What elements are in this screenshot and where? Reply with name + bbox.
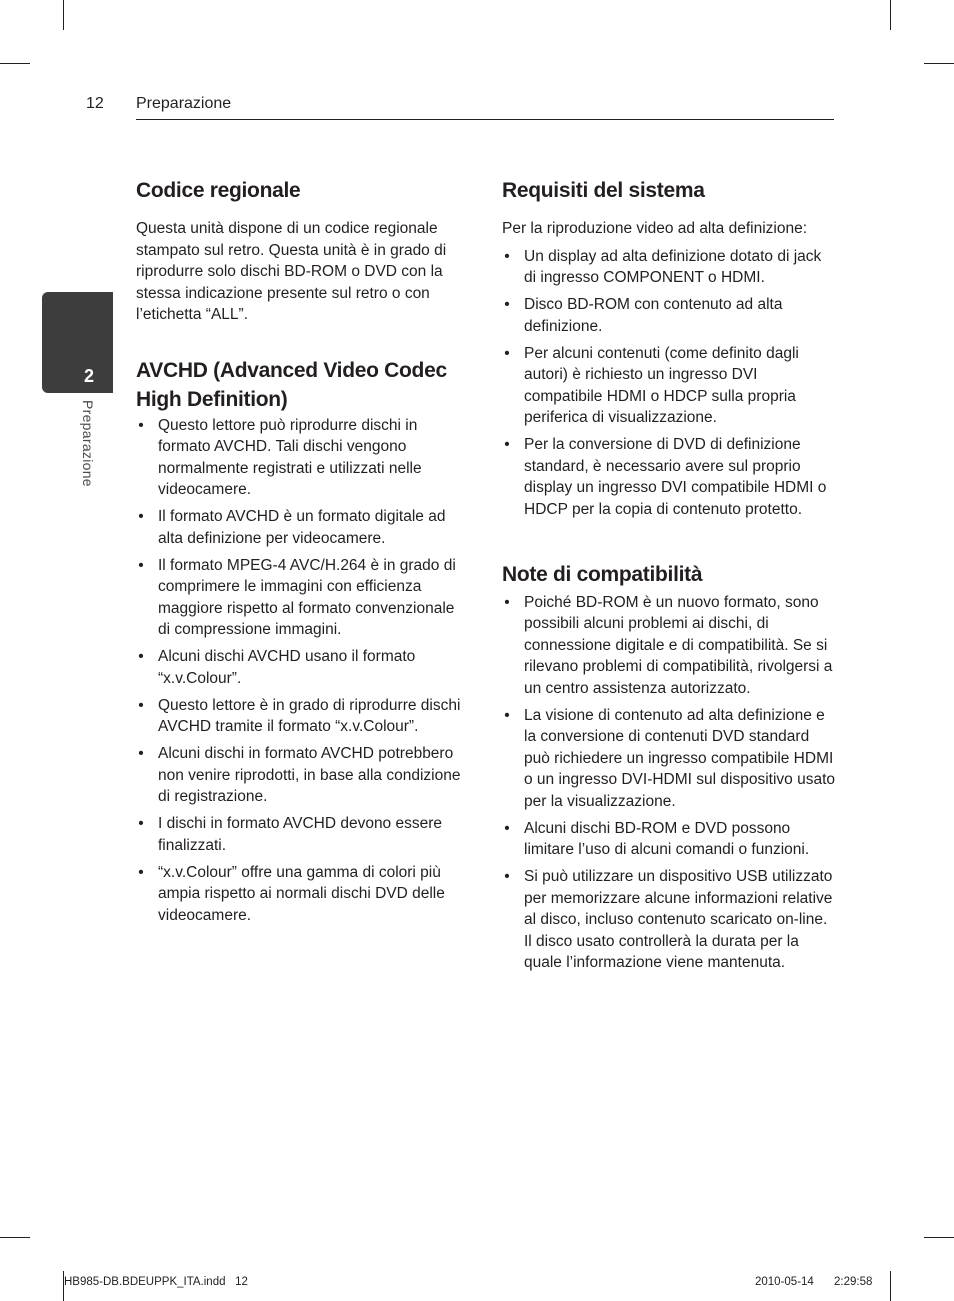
list-item-text: “x.v.Colour” offre una gamma di colori più ampia rispetto ai normali dischi DVD delle videocamere. (158, 863, 445, 924)
list-item-text: Per la conversione di DVD di definizione standard, è necessario avere sul proprio display un ingresso DVI compatibile HDMI o HDCP per la copia di contenuto protetto. (524, 436, 827, 518)
section-title-avchd: AVCHD (Advanced Video Codec High Definition) (136, 358, 447, 411)
list-item (502, 705, 836, 813)
running-header: Preparazione (136, 95, 232, 112)
bullet-icon: • (504, 296, 510, 313)
list-item (502, 343, 836, 429)
bullet-icon: • (138, 416, 144, 434)
footer-filename: HB985-DB.BDEUPPK_ITA.indd 12 (64, 1276, 248, 1288)
bullet-icon: • (504, 344, 510, 362)
bullet-icon: • (138, 648, 144, 665)
left-column (136, 176, 470, 932)
bullet-icon: • (504, 436, 510, 453)
avchd-list (136, 415, 470, 927)
footer-time: 2:29:58 (834, 1276, 873, 1288)
note-list (502, 592, 836, 974)
list-item (502, 434, 836, 520)
footer-date: 2010-05-14 (755, 1276, 814, 1288)
crop-mark (890, 1271, 891, 1301)
list-item (502, 592, 836, 700)
bullet-icon: • (138, 863, 144, 881)
list-item (136, 506, 470, 549)
list-item-text: Per alcuni contenuti (come definito dagli autori) è richiesto un ingresso DVI compatibile HDMI o HDCP sulla propria periferica di visualizzazione. (524, 344, 799, 426)
crop-mark (890, 0, 891, 30)
list-item (136, 555, 470, 641)
requisiti-list (502, 246, 836, 521)
header-rule (136, 119, 834, 120)
list-item (136, 813, 470, 856)
list-item-text: La visione di contenuto ad alta definizione e la conversione di contenuti DVD standard può richiedere un ingresso compatibile HDMI o un ingresso DVI-HDMI sul dispositivo usato per la visualizzazione. (524, 706, 835, 810)
section-title-requisiti: Requisiti del sistema (502, 179, 705, 202)
list-item (136, 743, 470, 808)
list-item-text: I dischi in formato AVCHD devono essere finalizzati. (158, 815, 443, 854)
list-item-text: Un display ad alta definizione dotato di jack di ingresso COMPONENT o HDMI. (524, 247, 822, 286)
crop-mark (924, 63, 954, 64)
page-number: 12 (86, 95, 104, 112)
bullet-icon: • (504, 706, 510, 724)
crop-mark (0, 63, 30, 64)
list-item-text: Alcuni dischi in formato AVCHD potrebbero non venire riprodotti, in base alla condizione di registrazione. (158, 745, 461, 805)
bullet-icon: • (504, 593, 510, 611)
list-item (136, 862, 470, 927)
chapter-tab (42, 292, 113, 393)
section-title-note: Note di compatibilità (502, 562, 703, 586)
bullet-icon: • (504, 247, 510, 265)
bullet-icon: • (504, 868, 510, 885)
list-item-text: Questo lettore può riprodurre dischi in formato AVCHD. Tali dischi vengono normalmente registrati e utilizzati nelle videocamere. (158, 416, 422, 498)
list-item-text: Si può utilizzare un dispositivo USB utilizzato per memorizzare alcune informazioni relative al disco, incluso contenuto scaricato on-line. Il disco usato controllerà la durata per la quale l’informazione viene mantenuta. (524, 868, 833, 971)
list-item (502, 818, 836, 861)
list-item-text: Alcuni dischi AVCHD usano il formato “x.v.Colour”. (158, 648, 416, 687)
requisiti-intro: Per la riproduzione video ad alta definizione: (502, 220, 808, 237)
bullet-icon: • (504, 819, 510, 837)
right-column (502, 176, 836, 979)
bullet-icon: • (138, 508, 144, 525)
list-item (136, 646, 470, 689)
list-item-text: Il formato AVCHD è un formato digitale ad alta definizione per videocamere. (158, 508, 446, 547)
bullet-icon: • (138, 556, 144, 574)
bullet-icon: • (138, 745, 144, 762)
list-item-text: Alcuni dischi BD-ROM e DVD possono limitare l’uso di alcuni comandi o funzioni. (524, 819, 810, 858)
list-item (502, 866, 836, 974)
bullet-icon: • (138, 696, 144, 714)
chapter-number: 2 (84, 366, 95, 386)
list-item (136, 695, 470, 738)
list-item (502, 246, 836, 289)
list-item-text: Poiché BD-ROM è un nuovo formato, sono possibili alcuni problemi ai dischi, di connessione digitale e di compatibilità. Se si rilevano problemi di compatibilità, rivolgersi a un centro assistenza autorizzato. (524, 593, 833, 697)
chapter-label: Preparazione (80, 400, 96, 487)
list-item-text: Questo lettore è in grado di riprodurre dischi AVCHD tramite il formato “x.v.Colour”. (158, 696, 461, 735)
bullet-icon: • (138, 815, 144, 832)
codice-body: Questa unità dispone di un codice regionale stampato sul retro. Questa unità è in grado di riprodurre solo dischi BD-ROM o DVD con la stessa indicazione presente sul retro o con l’etichetta “ALL”. (136, 220, 447, 323)
list-item (136, 415, 470, 501)
list-item-text: Disco BD-ROM con contenuto ad alta definizione. (524, 296, 783, 335)
section-title-codice: Codice regionale (136, 179, 301, 202)
crop-mark (924, 1237, 954, 1238)
list-item (502, 294, 836, 337)
crop-mark (63, 0, 64, 30)
crop-mark (0, 1237, 30, 1238)
list-item-text: Il formato MPEG-4 AVC/H.264 è in grado di comprimere le immagini con efficienza maggiore rispetto al formato convenzionale di compressione immagini. (158, 556, 456, 638)
